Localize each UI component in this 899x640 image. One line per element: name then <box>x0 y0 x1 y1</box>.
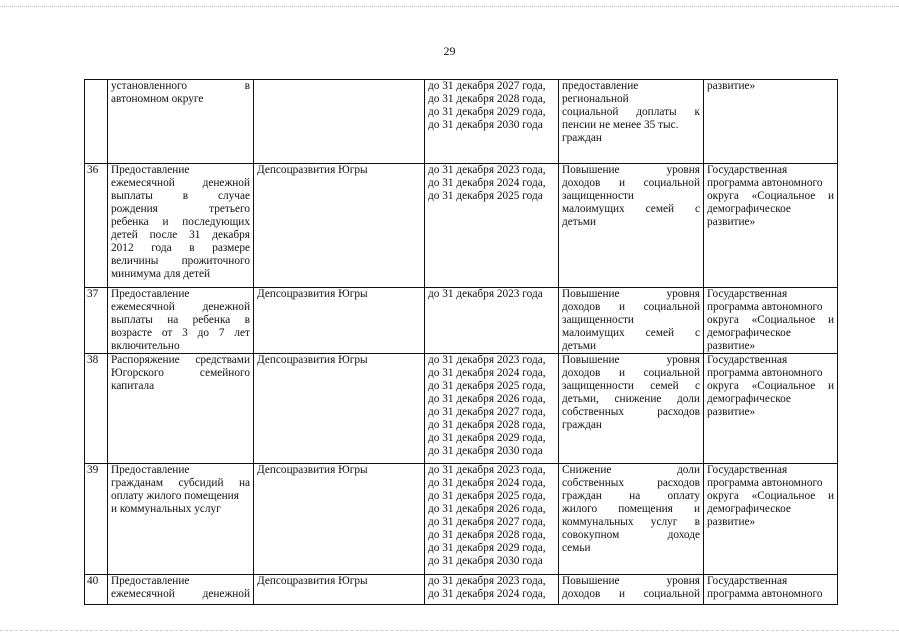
result-cell <box>559 164 704 288</box>
table-row <box>85 80 838 164</box>
date-line: до 31 декабря 2024 года, <box>428 367 546 379</box>
page-number: 29 <box>443 44 456 58</box>
result-cell <box>559 464 704 575</box>
result-word: уровня <box>666 354 700 366</box>
table-row <box>85 354 838 464</box>
result-word: малоимущих <box>562 327 625 339</box>
result-line: граждан <box>562 419 602 431</box>
program-word: «Социальное <box>751 380 816 392</box>
measure-word: Распоряжение <box>111 354 180 366</box>
row-number: 39 <box>85 464 108 575</box>
result-cell <box>559 575 704 605</box>
result-line <box>562 288 700 301</box>
dates-cell <box>425 288 559 354</box>
date-line: до 31 декабря 2026 года, <box>428 393 546 405</box>
result-line <box>562 464 700 477</box>
dates-cell <box>425 354 559 464</box>
measure-word: величины <box>111 255 159 267</box>
measure-word: ежемесячной <box>111 301 175 313</box>
result-cell <box>559 354 704 464</box>
measure-word: ребенка <box>111 216 149 228</box>
measure-word: в <box>244 80 250 92</box>
date-line: до 31 декабря 2023 года, <box>428 354 546 366</box>
result-word: расходов <box>657 477 700 489</box>
date-line: до 31 декабря 2024 года, <box>428 177 546 189</box>
measure-word: выплаты <box>111 190 153 202</box>
measure-word: в <box>182 190 189 202</box>
measure-line <box>111 327 250 340</box>
row-number: 36 <box>85 164 108 288</box>
measure-word: семейного <box>199 367 250 379</box>
program-line: Государственная <box>707 464 788 476</box>
measure-cell <box>108 164 254 288</box>
result-word: доходов <box>562 588 601 600</box>
program-line: демографическое <box>707 393 791 405</box>
dates-cell <box>425 464 559 575</box>
result-word: защищенности <box>562 380 634 392</box>
measure-word: 31 <box>189 229 201 241</box>
program-line: Государственная <box>707 575 788 587</box>
result-word: семей <box>645 203 675 215</box>
result-word: Повышение <box>562 164 620 176</box>
measure-word: от <box>161 327 173 339</box>
result-line <box>562 406 700 419</box>
measure-line: оплату жилого помещения <box>111 490 239 502</box>
program-line: программа автономного <box>707 367 823 379</box>
measure-line: включительно <box>111 340 180 352</box>
result-line: защищенности <box>562 190 634 202</box>
row-number: 38 <box>85 354 108 464</box>
date-line: до 31 декабря 2023 года, <box>428 464 546 476</box>
measure-word: гражданам <box>111 477 164 489</box>
date-line: до 31 декабря 2027 года, <box>428 80 546 92</box>
dates-cell <box>425 575 559 605</box>
measure-word: и <box>162 216 169 228</box>
result-line <box>562 477 700 490</box>
result-word: совокупном <box>562 529 620 541</box>
program-line: развитие» <box>707 80 756 92</box>
measure-line <box>111 314 250 327</box>
program-line: развитие» <box>707 516 756 528</box>
measure-line <box>111 367 250 380</box>
result-word: в <box>694 516 700 528</box>
measure-line: Предоставление <box>111 288 190 300</box>
measure-line: автономном округе <box>111 93 204 105</box>
result-line <box>562 164 700 177</box>
program-word: «Социальное <box>751 314 816 326</box>
result-line: детьми <box>562 216 597 228</box>
measure-line <box>111 190 250 203</box>
date-line: до 31 декабря 2029 года, <box>428 106 546 118</box>
result-word: малоимущих <box>562 203 625 215</box>
result-line <box>562 575 700 588</box>
dates-cell <box>425 80 559 164</box>
measure-word: ежемесячной <box>111 177 175 189</box>
program-line <box>707 314 834 327</box>
date-line: до 31 декабря 2025 года, <box>428 490 546 502</box>
table-row <box>85 164 838 288</box>
program-line: развитие» <box>707 406 756 418</box>
measure-line <box>111 242 250 255</box>
measure-word: ежемесячной <box>111 588 175 600</box>
measure-cell <box>108 354 254 464</box>
measure-word: установленного <box>111 80 188 92</box>
program-word: «Социальное <box>751 190 816 202</box>
date-line: до 31 декабря 2030 года <box>428 445 543 457</box>
result-line <box>562 380 700 393</box>
measure-word: прожиточного <box>181 255 250 267</box>
executor-cell: Депсоцразвития Югры <box>254 288 425 354</box>
scan-bottom-edge <box>0 630 899 632</box>
measure-line <box>111 588 250 601</box>
date-line: до 31 декабря 2025 года <box>428 190 543 202</box>
result-word: и <box>693 503 700 515</box>
measure-line: Предоставление <box>111 575 190 587</box>
result-word: собственных <box>562 477 624 489</box>
result-word: социальной <box>562 106 619 118</box>
measure-line <box>111 255 250 268</box>
measure-word: 2012 <box>111 242 134 254</box>
result-word: к <box>694 106 700 118</box>
measure-word: последующих <box>182 216 250 228</box>
table-row <box>85 464 838 575</box>
program-line: программа автономного <box>707 177 823 189</box>
result-line: граждан <box>562 132 602 144</box>
program-line: программа автономного <box>707 477 823 489</box>
program-word: «Социальное <box>751 490 816 502</box>
result-word: социальной <box>643 588 700 600</box>
date-line: до 31 декабря 2029 года, <box>428 432 546 444</box>
measure-cell <box>108 575 254 605</box>
result-word: социальной <box>643 367 700 379</box>
result-word: семей <box>650 380 679 392</box>
date-line: до 31 декабря 2027 года, <box>428 516 546 528</box>
result-word: коммунальных <box>562 516 634 528</box>
measure-line <box>111 216 250 229</box>
result-word: доплаты <box>636 106 677 118</box>
program-line <box>707 490 834 503</box>
program-line: программа автономного <box>707 588 823 600</box>
measure-word: Югорского <box>111 367 164 379</box>
date-line: до 31 декабря 2024 года, <box>428 588 546 600</box>
measure-line <box>111 177 250 190</box>
executor-cell <box>254 80 425 164</box>
result-line <box>562 354 700 367</box>
result-word: и <box>618 177 626 189</box>
measure-word: выплаты <box>111 314 153 326</box>
measure-word: в <box>244 314 250 326</box>
result-line <box>562 503 700 516</box>
date-line: до 31 декабря 2025 года, <box>428 380 546 392</box>
program-line: Государственная <box>707 164 788 176</box>
measure-word: третьего <box>209 203 250 215</box>
measure-word: денежной <box>202 588 250 600</box>
date-line: до 31 декабря 2028 года, <box>428 419 546 431</box>
result-word: Повышение <box>562 575 620 587</box>
program-cell <box>704 288 838 354</box>
measure-word: размере <box>212 242 250 254</box>
program-word: округа <box>707 314 739 326</box>
measure-word: лет <box>234 327 250 339</box>
program-cell <box>704 575 838 605</box>
measure-word: в <box>189 242 195 254</box>
result-word: доходов <box>562 177 601 189</box>
result-line <box>562 106 700 119</box>
result-line: детьми <box>562 340 597 352</box>
measure-cell <box>108 464 254 575</box>
result-word: расходов <box>657 406 700 418</box>
result-line: пенсии не менее 35 тыс. <box>562 119 679 131</box>
result-line <box>562 393 700 406</box>
result-word: уровня <box>666 164 700 176</box>
program-line: развитие» <box>707 216 756 228</box>
result-word: доходов <box>562 301 601 313</box>
measure-line <box>111 229 250 242</box>
program-line: демографическое <box>707 203 791 215</box>
measure-line <box>111 354 250 367</box>
program-word: и <box>827 380 834 392</box>
program-cell <box>704 354 838 464</box>
executor-cell: Депсоцразвития Югры <box>254 354 425 464</box>
result-line <box>562 203 700 216</box>
result-line: защищенности <box>562 314 634 326</box>
result-word: с <box>694 203 700 215</box>
date-line: до 31 декабря 2028 года, <box>428 93 546 105</box>
program-cell <box>704 464 838 575</box>
result-word: собственных <box>562 406 624 418</box>
measure-word: года <box>151 242 172 254</box>
program-word: округа <box>707 490 739 502</box>
result-line <box>562 529 700 542</box>
measure-line <box>111 301 250 314</box>
result-word: граждан <box>562 490 602 502</box>
program-line: демографическое <box>707 503 791 515</box>
program-line <box>707 380 834 393</box>
result-word: помещения <box>618 503 673 515</box>
result-word: уровня <box>666 288 700 300</box>
result-word: снижение <box>614 393 662 405</box>
program-line: Государственная <box>707 288 788 300</box>
date-line: до 31 декабря 2027 года, <box>428 406 546 418</box>
date-line: до 31 декабря 2026 года, <box>428 503 546 515</box>
measure-word: детей <box>111 229 138 241</box>
program-line: Государственная <box>707 354 788 366</box>
measure-word: денежной <box>202 177 250 189</box>
result-word: доли <box>677 464 700 476</box>
program-line: программа автономного <box>707 301 823 313</box>
measure-word: денежной <box>202 301 250 313</box>
measure-word: декабря <box>212 229 250 241</box>
result-word: Повышение <box>562 288 620 300</box>
measure-word: 7 <box>218 327 225 339</box>
result-word: и <box>618 367 626 379</box>
row-number <box>85 80 108 164</box>
result-cell <box>559 80 704 164</box>
executor-cell: Депсоцразвития Югры <box>254 164 425 288</box>
result-word: уровня <box>666 575 700 587</box>
date-line: до 31 декабря 2023 года <box>428 288 543 300</box>
date-line: до 31 декабря 2030 года <box>428 119 543 131</box>
result-line <box>562 301 700 314</box>
result-word: семей <box>645 327 675 339</box>
result-line <box>562 327 700 340</box>
program-line: демографическое <box>707 327 791 339</box>
measure-cell <box>108 80 254 164</box>
measure-line <box>111 203 250 216</box>
result-cell <box>559 288 704 354</box>
result-word: доходе <box>667 529 700 541</box>
result-word: социальной <box>643 301 700 313</box>
program-line: развитие» <box>707 340 756 352</box>
measure-word: субсидий <box>178 477 224 489</box>
result-line <box>562 490 700 503</box>
result-word: на <box>629 490 641 502</box>
measure-word: возрасте <box>111 327 152 339</box>
result-word: Повышение <box>562 354 620 366</box>
executor-cell: Депсоцразвития Югры <box>254 575 425 605</box>
measure-word: на <box>238 477 250 489</box>
table-row <box>85 575 838 605</box>
program-line <box>707 190 834 203</box>
executor-cell: Депсоцразвития Югры <box>254 464 425 575</box>
result-word: и <box>618 301 626 313</box>
program-word: округа <box>707 190 739 202</box>
program-cell <box>704 80 838 164</box>
table-row <box>85 288 838 354</box>
program-word: округа <box>707 380 739 392</box>
date-line: до 31 декабря 2023 года, <box>428 575 546 587</box>
result-word: с <box>694 380 700 392</box>
program-word: и <box>827 190 834 202</box>
measure-word: до <box>197 327 210 339</box>
result-line: семьи <box>562 542 591 554</box>
date-line: до 31 декабря 2029 года, <box>428 542 546 554</box>
measure-line: Предоставление <box>111 464 190 476</box>
scan-top-edge <box>0 6 899 8</box>
measure-line: капитала <box>111 380 155 392</box>
date-line: до 31 декабря 2028 года, <box>428 529 546 541</box>
measure-word: на <box>167 314 179 326</box>
measure-line <box>111 80 250 93</box>
measure-word: ребенка <box>192 314 231 326</box>
result-word: доли <box>677 393 700 405</box>
result-line <box>562 177 700 190</box>
measure-line <box>111 477 250 490</box>
measure-word: средствами <box>195 354 250 366</box>
result-line <box>562 516 700 529</box>
result-word: с <box>694 327 700 339</box>
program-word: и <box>827 490 834 502</box>
result-word: услуг <box>650 516 678 528</box>
measure-word: рождения <box>111 203 158 215</box>
result-line: региональной <box>562 93 629 105</box>
measure-line: и коммунальных услуг <box>111 503 221 515</box>
result-word: и <box>618 588 626 600</box>
measure-word: случае <box>217 190 250 202</box>
measure-line: Предоставление <box>111 164 190 176</box>
result-word: детьми, <box>562 393 599 405</box>
result-line <box>562 367 700 380</box>
result-word: оплату <box>667 490 700 502</box>
measure-word: после <box>149 229 178 241</box>
row-number: 40 <box>85 575 108 605</box>
program-word: и <box>827 314 834 326</box>
result-line: предоставление <box>562 80 639 92</box>
date-line: до 31 декабря 2024 года, <box>428 477 546 489</box>
measure-word: 3 <box>182 327 188 339</box>
result-word: доходов <box>562 367 601 379</box>
result-word: Снижение <box>562 464 612 476</box>
date-line: до 31 декабря 2023 года, <box>428 164 546 176</box>
row-number: 37 <box>85 288 108 354</box>
result-word: жилого <box>562 503 598 515</box>
measure-line: минимума для детей <box>111 268 211 280</box>
result-word: социальной <box>643 177 700 189</box>
result-line <box>562 588 700 601</box>
measures-table <box>84 79 838 605</box>
dates-cell <box>425 164 559 288</box>
measure-cell <box>108 288 254 354</box>
program-cell <box>704 164 838 288</box>
date-line: до 31 декабря 2030 года <box>428 555 543 567</box>
